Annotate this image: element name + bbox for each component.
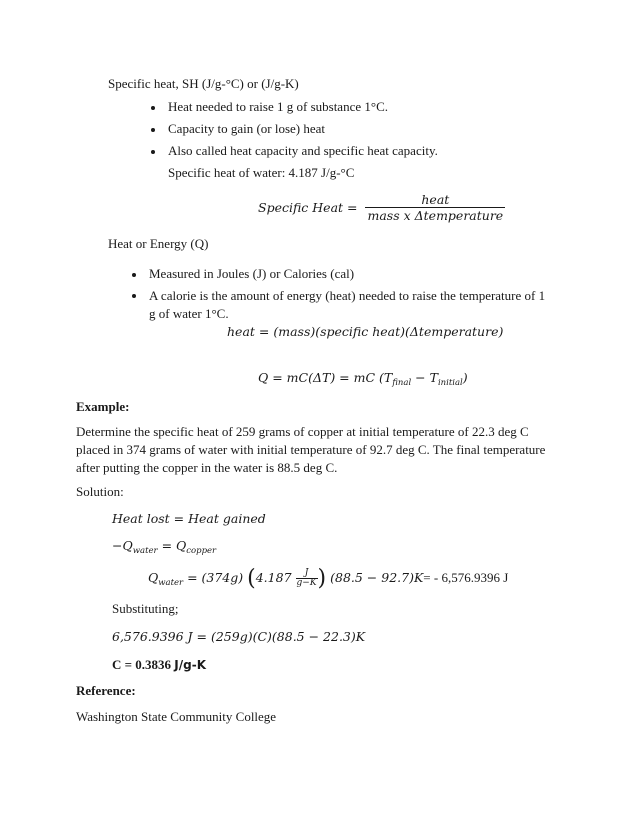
eq3-frac-num: J [296, 569, 318, 579]
q-formula-suffix: ) [462, 370, 468, 385]
eq2-part-a: −Q [112, 538, 133, 553]
specific-heat-bullet-1: Heat needed to raise 1 g of substance 1°C. [168, 99, 388, 114]
eq3-part-c: (88.5 − 92.7)K [326, 570, 424, 585]
eq3-frac-den: g−K [296, 578, 317, 588]
eq3-result: = - 6,576.9396 J [423, 570, 509, 585]
heat-energy-heading: Heat or Energy (Q) [108, 236, 209, 251]
bullet-icon [151, 128, 155, 132]
specific-heat-bullet-3: Also called heat capacity and specific heat capacity. [168, 143, 438, 158]
equation-q-water [148, 566, 508, 591]
eq3-part-a: = (374g) [183, 570, 244, 585]
water-specific-heat-note: Specific heat of water: 4.187 J/g-°C [168, 165, 355, 180]
heat-energy-bullet-1: Measured in Joules (J) or Calories (cal) [149, 266, 355, 281]
formula-fraction [365, 192, 505, 223]
example-text: Determine the specific heat of 259 grams of copper at initial temperature of 22.3 deg C placed in 374 grams of water with initial temperature of 92.7 deg C. The final temperature after putting the copper in the water is 88.5 deg C. [76, 424, 546, 475]
eq2-sub-water: water [132, 546, 158, 556]
reference-source: Washington State Community College [76, 709, 277, 724]
answer [112, 657, 206, 673]
solution-label: Solution: [76, 484, 124, 499]
answer-prefix: C = 0.3836 [112, 657, 175, 672]
eq2-sub-copper: copper [186, 546, 217, 556]
equation-substituted: 6,576.9396 J = (259g)(C)(88.5 − 22.3)K [112, 629, 366, 644]
q-formula-mid: − T [411, 370, 438, 385]
q-formula [258, 370, 468, 388]
eq3-sub-water: water [158, 578, 184, 588]
equation-heat-balance: Heat lost = Heat gained [112, 511, 266, 526]
reference-heading: Reference: [76, 683, 136, 698]
eq3-unit-fraction [296, 569, 318, 588]
answer-unit: J/g-K [174, 658, 207, 672]
specific-heat-formula [258, 192, 505, 223]
formula-denominator: mass x Δtemperature [367, 208, 504, 223]
bullet-icon [151, 150, 155, 154]
specific-heat-heading: Specific heat, SH (J/g-°C) or (J/g-K) [108, 76, 299, 91]
substituting-label: Substituting; [112, 601, 179, 616]
bullet-icon [132, 294, 136, 298]
formula-lhs: Specific Heat = [258, 200, 358, 215]
eq3-q: Q [148, 570, 159, 585]
q-formula-prefix: Q = mC(ΔT) = mC (T [258, 370, 393, 385]
heat-formula: heat = (mass)(specific heat)(Δtemperature) [227, 324, 504, 339]
eq3-coefficient: 4.187 [255, 570, 292, 585]
heat-energy-bullet-2: A calorie is the amount of energy (heat) needed to raise the temperature of 1 g of water 1°C. [149, 288, 546, 321]
specific-heat-bullet-2: Capacity to gain (or lose) heat [168, 121, 326, 136]
example-heading: Example: [76, 399, 130, 414]
left-paren: ( [247, 566, 256, 591]
equation-q-balance [112, 538, 216, 556]
bullet-icon [132, 273, 136, 277]
q-formula-sub-final: final [392, 378, 412, 388]
bullet-icon [151, 106, 155, 110]
q-formula-sub-initial: initial [437, 378, 463, 388]
right-paren: ) [317, 566, 327, 591]
formula-numerator: heat [365, 192, 505, 208]
eq2-part-b: = Q [157, 538, 187, 553]
